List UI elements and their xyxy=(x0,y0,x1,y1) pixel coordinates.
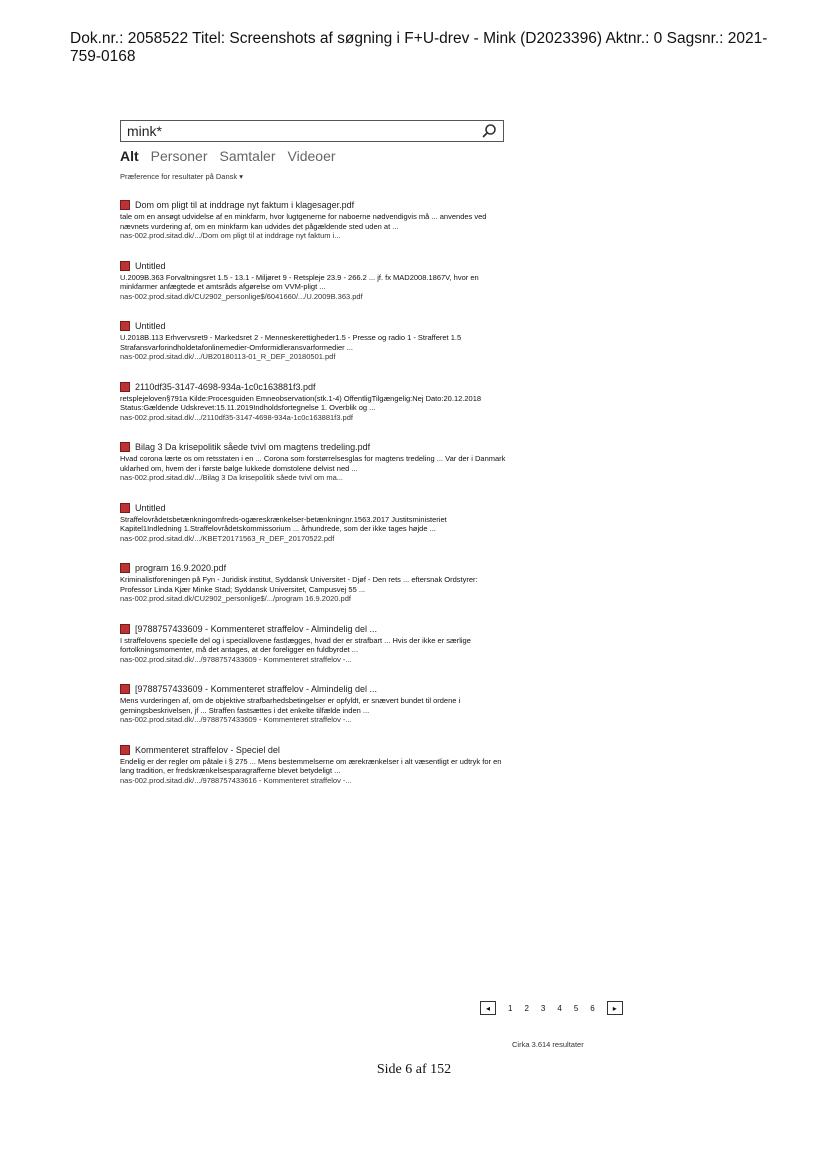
result-snippet: I straffelovens specielle del og i speciallovene fastlægges, hvad der er strafbart ... Hvis der ikke er særlige fortolkningsmomenter, må det antages, at der foreligger en fuldbyrdet ... xyxy=(120,635,471,654)
pdf-file-icon xyxy=(120,200,130,210)
pdf-file-icon xyxy=(120,684,130,694)
search-input[interactable]: mink* xyxy=(127,123,163,139)
page-6[interactable]: 6 xyxy=(590,1003,595,1013)
result-path[interactable]: nas-002.prod.sitad.dk/.../9788757433609 - Kommenteret straffelov -... xyxy=(120,715,352,724)
result-snippet: Kriminalistforeningen på Fyn - Juridisk institut, Syddansk Universitet - Djøf - Den rets ... eftersnak Ordstyrer: Professor Linda Kjær Minke Stad; Syddansk Universitet, Campusvej 55 ... xyxy=(120,575,478,594)
tab-samtaler[interactable]: Samtaler xyxy=(219,148,276,164)
result-title[interactable]: Untitled xyxy=(135,260,166,271)
result-title-link[interactable] xyxy=(120,563,510,573)
pdf-file-icon xyxy=(120,382,130,392)
pdf-file-icon xyxy=(120,321,130,331)
page-3[interactable]: 3 xyxy=(540,1003,546,1013)
page-2[interactable]: 2 xyxy=(524,1003,529,1013)
result-path[interactable]: nas-002.prod.sitad.dk/.../9788757433609 - Kommenteret straffelov -... xyxy=(120,654,352,664)
document-header: Dok.nr.: 2058522 Titel: Screenshots af søgning i F+U-drev - Mink (D2023396) Aktnr.: 0 Sagsnr.: 2021-759-0168 xyxy=(70,30,768,65)
result-path[interactable]: nas-002.prod.sitad.dk/CU2902_personlige$/6041660/.../U.2009B.363.pdf xyxy=(120,291,363,301)
page-footer: Side 6 af 152 xyxy=(376,1062,452,1077)
result-item xyxy=(120,261,510,302)
search-tabs xyxy=(120,148,504,164)
tab-videoer[interactable]: Videoer xyxy=(287,148,336,164)
result-title[interactable]: 2110df35-3147-4698-934a-1c0c163881f3.pdf xyxy=(135,381,316,392)
result-snippet: tale om en ansøgt udvidelse af en minkfarm, hvor lugtgenerne for naboerne nødvendigvis må ... anvendes ved nævnets vurdering af, om en minkfarm kan udvides det pågældende sted uden at ... xyxy=(120,212,487,231)
page-1[interactable]: 1 xyxy=(508,1003,513,1013)
prev-page-button[interactable]: ◂ xyxy=(480,1001,496,1015)
result-snippet: U.2009B.363 Forvaltningsret 1.5 - 13.1 - Miljøret 9 - Retspleje 23.9 - 266.2 ... jf. fx MAD2008.1867V, hvor en minkfarmer anfægtede et amtsråds afgørelse om VVM-pligt ... xyxy=(120,272,479,291)
result-item xyxy=(120,503,510,544)
result-item xyxy=(120,442,510,483)
search-box[interactable] xyxy=(120,120,504,142)
pdf-file-icon xyxy=(120,745,130,755)
result-item xyxy=(120,563,510,604)
result-title[interactable]: Untitled xyxy=(135,502,166,513)
result-title-link[interactable] xyxy=(120,261,510,271)
result-title[interactable]: Untitled xyxy=(135,321,166,331)
result-title-link[interactable] xyxy=(120,200,510,210)
pdf-file-icon xyxy=(120,503,130,513)
result-title-link[interactable] xyxy=(120,684,510,694)
result-title-link[interactable] xyxy=(120,442,510,452)
result-snippet: U.2018B.113 Erhvervsret9 - Markedsret 2 - Menneskerettigheder1.5 - Presse og radio 1 - Strafferet 1.5 Strafansvarforindholdetafonlinemedier-Omformidleransvarformedier ... xyxy=(120,333,462,352)
result-title[interactable]: program 16.9.2020.pdf xyxy=(135,563,227,573)
result-title-link[interactable] xyxy=(120,382,510,392)
language-preference[interactable]: Præference for resultater på Dansk ▾ xyxy=(120,172,243,181)
next-page-button[interactable]: ▸ xyxy=(607,1001,623,1015)
result-item xyxy=(120,382,510,423)
result-snippet: Hvad corona lærte os om retsstaten i en ... Corona som forstørrelsesglas for magtens tredeling ... Var der i Danmark uklarhed om, hvem der i første bølge lukkede domstolene delvist ned ... xyxy=(120,454,506,473)
pdf-file-icon xyxy=(120,442,130,452)
result-title-link[interactable] xyxy=(120,321,510,331)
result-path[interactable]: nas-002.prod.sitad.dk/.../KBET20171563_R_DEF_20170522.pdf xyxy=(120,533,335,543)
result-path[interactable]: nas-002.prod.sitad.dk/CU2902_personlige$/.../program 16.9.2020.pdf xyxy=(120,594,351,603)
result-title-link[interactable] xyxy=(120,503,510,513)
result-snippet: Endelig er der regler om påtale i § 275 ... Mens bestemmelserne om ærekrænkelser i alt væsentligt er udtryk for en lang tradition, er fredskrænkelsesparagrafferne blevet betydeligt ... xyxy=(120,756,502,775)
result-snippet: retsplejeloven§791a Kilde:Procesguiden Emneobservation(stk.1-4) OffentligTilgængelig:Nej Dato:20.12.2018 Status:Gældende Udskrevet:15.11.2019Indholdsfortegnelse 1. Overblik og ... xyxy=(120,393,482,412)
search-icon[interactable] xyxy=(481,123,497,139)
result-snippet: Mens vurderingen af, om de objektive strafbarhedsbetingelser er opfyldt, er snævert bundet til ordene i gerningsbeskrivelsen, jf ... Straffen fastsættes i det enkelte tilfælde inden ... xyxy=(120,696,461,715)
result-title[interactable]: Dom om pligt til at inddrage nyt faktum i klagesager.pdf xyxy=(135,200,355,210)
result-path[interactable]: nas-002.prod.sitad.dk/.../Dom om pligt til at inddrage nyt faktum i... xyxy=(120,231,341,240)
page-5[interactable]: 5 xyxy=(573,1003,579,1013)
result-item xyxy=(120,684,510,725)
result-path[interactable]: nas-002.prod.sitad.dk/.../9788757433616 - Kommenteret straffelov -... xyxy=(120,775,352,785)
result-item xyxy=(120,321,510,362)
pdf-file-icon xyxy=(120,624,130,634)
result-count: Cirka 3.614 resultater xyxy=(512,1040,584,1049)
results-list xyxy=(120,200,510,805)
result-path[interactable]: nas-002.prod.sitad.dk/.../2110df35-3147-4698-934a-1c0c163881f3.pdf xyxy=(120,412,353,422)
result-title-link[interactable] xyxy=(120,745,510,755)
search-panel xyxy=(120,120,504,181)
result-path[interactable]: nas-002.prod.sitad.dk/.../UB20180113-01_R_DEF_20180501.pdf xyxy=(120,352,336,361)
result-snippet: Straffelovrådetsbetænkningomfreds-ogæreskrænkelser-betænkningnr.1563.2017 Justitsministeriet Kapitel1Indledning 1.Straffelovrådetskommissorium ... århundrede, som der ikke tages højde ... xyxy=(120,514,447,533)
tab-personer[interactable]: Personer xyxy=(150,148,208,164)
result-item xyxy=(120,745,510,786)
result-title[interactable]: Bilag 3 Da krisepolitik såede tvivl om magtens tredeling.pdf xyxy=(135,442,371,452)
result-title[interactable]: [9788757433609 - Kommenteret straffelov - Almindelig del ... xyxy=(135,684,377,694)
result-item xyxy=(120,200,510,241)
result-path[interactable]: nas-002.prod.sitad.dk/.../Bilag 3 Da krisepolitik såede tvivl om ma... xyxy=(120,473,344,482)
tab-alt[interactable]: Alt xyxy=(120,148,139,164)
result-title-link[interactable] xyxy=(120,624,510,634)
result-item xyxy=(120,624,510,665)
pagination xyxy=(480,1001,623,1015)
page-4[interactable]: 4 xyxy=(557,1003,562,1013)
result-title[interactable]: [9788757433609 - Kommenteret straffelov - Almindelig del ... xyxy=(135,623,377,634)
pdf-file-icon xyxy=(120,563,130,573)
pdf-file-icon xyxy=(120,261,130,271)
result-title[interactable]: Kommenteret straffelov - Speciel del xyxy=(135,744,280,755)
